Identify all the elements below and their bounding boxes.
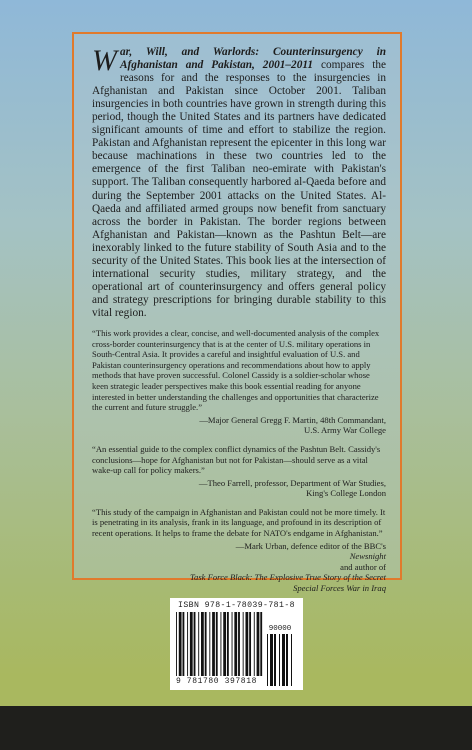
- barcode-bar: [190, 612, 193, 676]
- barcode-bar: [270, 634, 273, 686]
- barcode-bar: [267, 634, 268, 686]
- barcode-bar: [227, 612, 229, 676]
- barcode-bar: [274, 634, 276, 686]
- endorsement-attribution: [92, 478, 386, 499]
- endorsement-2: [92, 444, 386, 499]
- barcode-bar: [238, 612, 240, 676]
- attribution-text: and author of: [340, 561, 386, 572]
- price-addon-number: 90000: [268, 625, 292, 633]
- book-title: ar, Will, and Warlords: Counterinsurgency in Afghanistan and Pakistan, 2001–2011: [120, 46, 386, 72]
- bottom-dark-band: [0, 706, 472, 750]
- isbn-label: ISBN 978-1-78039-781-8: [178, 601, 295, 610]
- barcode-bar: [279, 634, 280, 686]
- barcode-bar: [212, 612, 215, 676]
- barcode-bar: [260, 612, 262, 676]
- endorsement-3: [92, 507, 386, 594]
- barcode-bar: [249, 612, 251, 676]
- endorsement-quote: “This study of the campaign in Afghanistan and Pakistan could not be more timely. It is penetrating in its analysis, frank in its language, and profound in its description of recent operations. It helps to frame the debate for NATO's endgame in Afghanistan.”: [92, 506, 386, 539]
- barcode-bars: [176, 612, 264, 676]
- barcode-bar: [254, 612, 255, 676]
- endorsement-quote: “This work provides a clear, concise, and well-documented analysis of the complex cross-border counterinsurgency that is at the center of U.S. military operations in South-Central Asia. It provides a careful and insightful evaluation of U.S. and Pakistan counterinsurgency operations and recommendations about how to apply methods that have proven successful. Colonel Cassidy is a soldier-scholar whose keen strategic leader perspectives make this book essential reading for anyone interested in better understanding the challenges and opportunities that characterize the current and future struggle.”: [92, 327, 380, 413]
- barcode-bar: [187, 612, 188, 676]
- book-title-line: Special Forces War in Iraq: [293, 583, 386, 594]
- barcode-bar: [234, 612, 237, 676]
- attribution-line: U.S. Army War College: [304, 425, 386, 436]
- barcode-bar: [182, 612, 184, 676]
- barcode-bar: [220, 612, 221, 676]
- description-body: compares the reasons for and the responses to the insurgencies in Afghanistan and Pakistan since October 2001. Taliban insurgencies in both countries have grown in strength during this period, though the United States and its partners have dedicated significant amounts of time and effort to stabilize the region. Pakistan and Afghanistan represent the epicenter in this long war because machinations in these two countries led to the emergence of the first Taliban neo-emirate with Pakistan's support. The Taliban consequently harbored al-Qaeda before and during the September 2001 attacks on the United States. Al-Qaeda and affiliated armed groups now benefit from sanctuary across the border in Pakistan. The border regions between Afghanistan and Pakistan—known as the Pashtun Belt—are inexorably linked to the future stability of South Asia and to the security of the United States. This book lies at the intersection of international security studies, military strategy, and the operational art of counterinsurgency and offers general policy and strategy prescriptions for bringing durable stability to this vital region.: [92, 59, 387, 319]
- barcode-bar: [232, 612, 233, 676]
- barcode-bar: [282, 634, 285, 686]
- book-title-line: Task Force Black: The Explosive True Story of the Secret: [190, 572, 386, 583]
- barcode-bar: [209, 612, 210, 676]
- barcode-bar: [286, 634, 288, 686]
- attribution-line: [92, 541, 386, 573]
- drop-cap: W: [92, 44, 117, 77]
- isbn-barcode: [170, 598, 303, 690]
- barcode-bar: [216, 612, 218, 676]
- endorsement-attribution: [92, 415, 386, 436]
- addon-bars: [267, 634, 293, 686]
- book-description: [92, 46, 386, 320]
- attribution-line: —Major General Gregg F. Martin, 48th Commandant,: [199, 414, 386, 425]
- barcode-bar: [179, 612, 182, 676]
- barcode-bar: [194, 612, 196, 676]
- attribution-text: —Mark Urban, defence editor of the BBC's: [235, 540, 386, 551]
- barcode-bar: [243, 612, 244, 676]
- endorsement-quote: “An essential guide to the complex conflict dynamics of the Pashtun Belt. Cassidy's conclusions—hope for Afghanistan but not for Pakistan—should serve as a vital wake-up call for policy makers.”: [92, 443, 381, 476]
- endorsement-1: [92, 328, 386, 436]
- back-cover-text-panel: [72, 32, 402, 594]
- barcode-bar: [257, 612, 260, 676]
- barcode-bar: [245, 612, 248, 676]
- barcode-bar: [201, 612, 204, 676]
- attribution-line: —Theo Farrell, professor, Department of War Studies,: [198, 477, 386, 488]
- barcode-bar: [176, 612, 177, 676]
- barcode-bar: [291, 634, 292, 686]
- barcode-bar: [205, 612, 207, 676]
- endorsement-attribution: [92, 541, 386, 594]
- attribution-line: King's College London: [306, 488, 386, 499]
- barcode-bar: [223, 612, 226, 676]
- barcode-digits: 9 781780 397818: [176, 677, 258, 686]
- barcode-bar: [198, 612, 199, 676]
- show-title: Newsnight: [349, 551, 386, 562]
